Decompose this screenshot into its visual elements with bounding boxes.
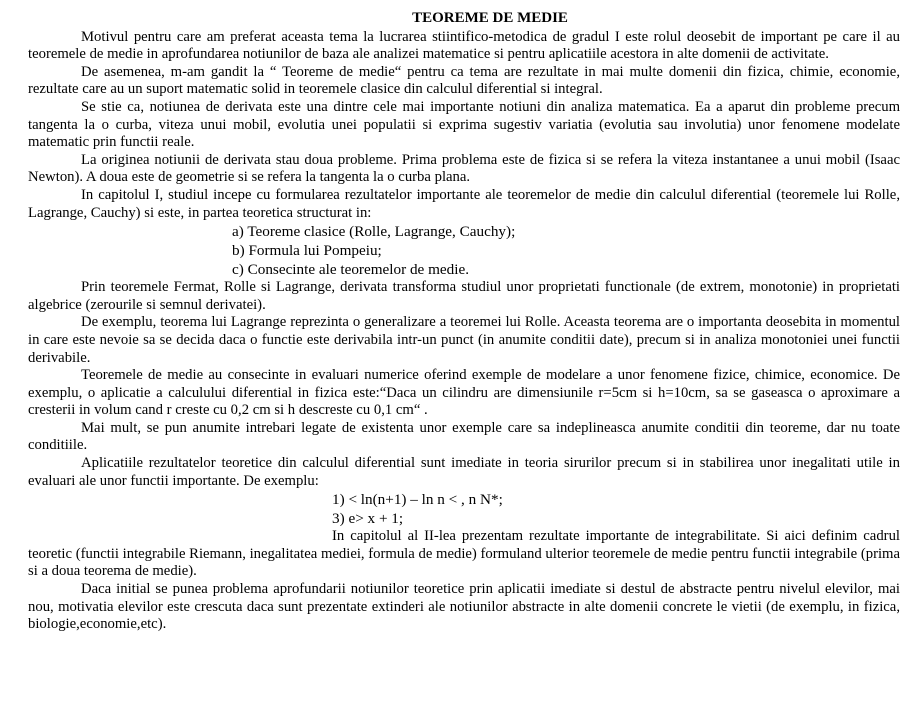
paragraph-lagrange-example: De exemplu, teorema lui Lagrange reprezinta o generalizare a teoremei lui Rolle. Aceasta teorema are o importanta deosebita in momentul in care este nevoie sa se decida daca o functie este derivabila intr-un punct (in anumite conditii date), precum si in analiza monotoniei unei functii derivabile.	[28, 314, 900, 366]
paragraph-derivative-origin: La originea notiunii de derivata stau doua probleme. Prima problema este de fizica si se refera la viteza instantanee a unui mobil (Isaac Newton). A doua este de geometrie si se refera la tangenta la o curba plana.	[28, 151, 900, 186]
document-page	[28, 10, 900, 634]
chapter-one-structure-list	[28, 222, 900, 279]
list-item: 3) e> x + 1;	[332, 510, 404, 528]
document-title: TEOREME DE MEDIE	[412, 10, 568, 26]
paragraph-questions: Mai mult, se pun anumite intrebari legate de existenta unor exemple care sa indeplineasca anumite conditii din teoreme, dar nu toate conditiile.	[28, 419, 900, 454]
list-item: c) Consecinte ale teoremelor de medie.	[232, 261, 469, 279]
paragraph-applications: Aplicatiile rezultatelor teoretice din calculul diferential sunt imediate in teoria sirurilor precum si in stabilirea unor inegalitati utile in evaluari ale unor functii importante. De exemplu:	[28, 455, 900, 489]
list-item: a) Teoreme clasice (Rolle, Lagrange, Cauchy);	[232, 223, 516, 241]
paragraph-mean-consequences: Teoremele de medie au consecinte in evaluari numerice oferind exemple de modelare a unor fenomene fizice, chimice, economice. De exemplu, o aplicatie a calculului diferential in fizica este:“Daca un cilindru are dimensiunile r=5cm si h=10cm, sa se gaseasca o aproximare a cresterii in volum cand r creste cu 0,2 cm si h descreste cu 0,1 cm“ .	[28, 367, 900, 419]
paragraph-fermat-rolle-lagrange: Prin teoremele Fermat, Rolle si Lagrange, derivata transforma studiul unor proprietati functionale (de extrem, monotonie) in proprietati algebrice (zerourile si semnul derivatei).	[28, 279, 900, 313]
paragraph-derivative-notion: Se stie ca, notiunea de derivata este una dintre cele mai importante notiuni din analiza matematica. Ea a aparut din probleme precum tangenta la o curba, viteza unui mobil, evolutia unei populatii si exprima sugestiv variatia (evolutia sau involutia) unor fenomene modelate matematic prin functii reale.	[28, 98, 900, 151]
list-item: b) Formula lui Pompeiu;	[232, 242, 382, 260]
list-item: 1) < ln(n+1) – ln n < , n N*;	[332, 491, 503, 509]
inequalities-list	[28, 490, 900, 528]
paragraph-chapter-one: In capitolul I, studiul incepe cu formularea rezultatelor importante ale teoremelor de medie din calculul diferential (teoremele lui Rolle, Lagrange, Cauchy) si este, in partea teoretica structurat in:	[28, 186, 900, 221]
paragraph-motivation: Motivul pentru care am preferat aceasta tema la lucrarea stiintifico-metodica de gradul I este rolul deosebit de important pe care il au teoremele de medie in aprofundarea notiunilor de baza ale analizei matematice si pentru aplicatiile acestora in alte domenii de activitate.	[28, 28, 900, 63]
paragraph-domains: De asemenea, m-am gandit la “ Teoreme de medie“ pentru ca tema are rezultate in mai multe domenii din fizica, chimie, economie, rezultate care au un suport matematic solid in teoremele clasice din calculul diferential si integral.	[28, 63, 900, 98]
paragraph-final: Daca initial se punea problema aprofundarii notiunilor teoretice prin aplicatii imediate si destul de abstracte pentru nivelul elevilor, mai nou, motivatia elevilor este crescuta daca sunt prezentate extinderi ale notiunilor abstracte in alte domenii concrete le vietii (de exemplu, in fizica, biologie,economie,etc).	[28, 581, 900, 633]
paragraph-chapter-two: In capitolul al II-lea prezentam rezultate importante de integrabilitate. Si aici definim cadrul teoretic (functii integrabile Riemann, inegalitatea mediei, formula de medie) formuland ulterior teoremele de medie pentru functii integrabile (prima si a doua teorema de medie).	[28, 528, 900, 580]
